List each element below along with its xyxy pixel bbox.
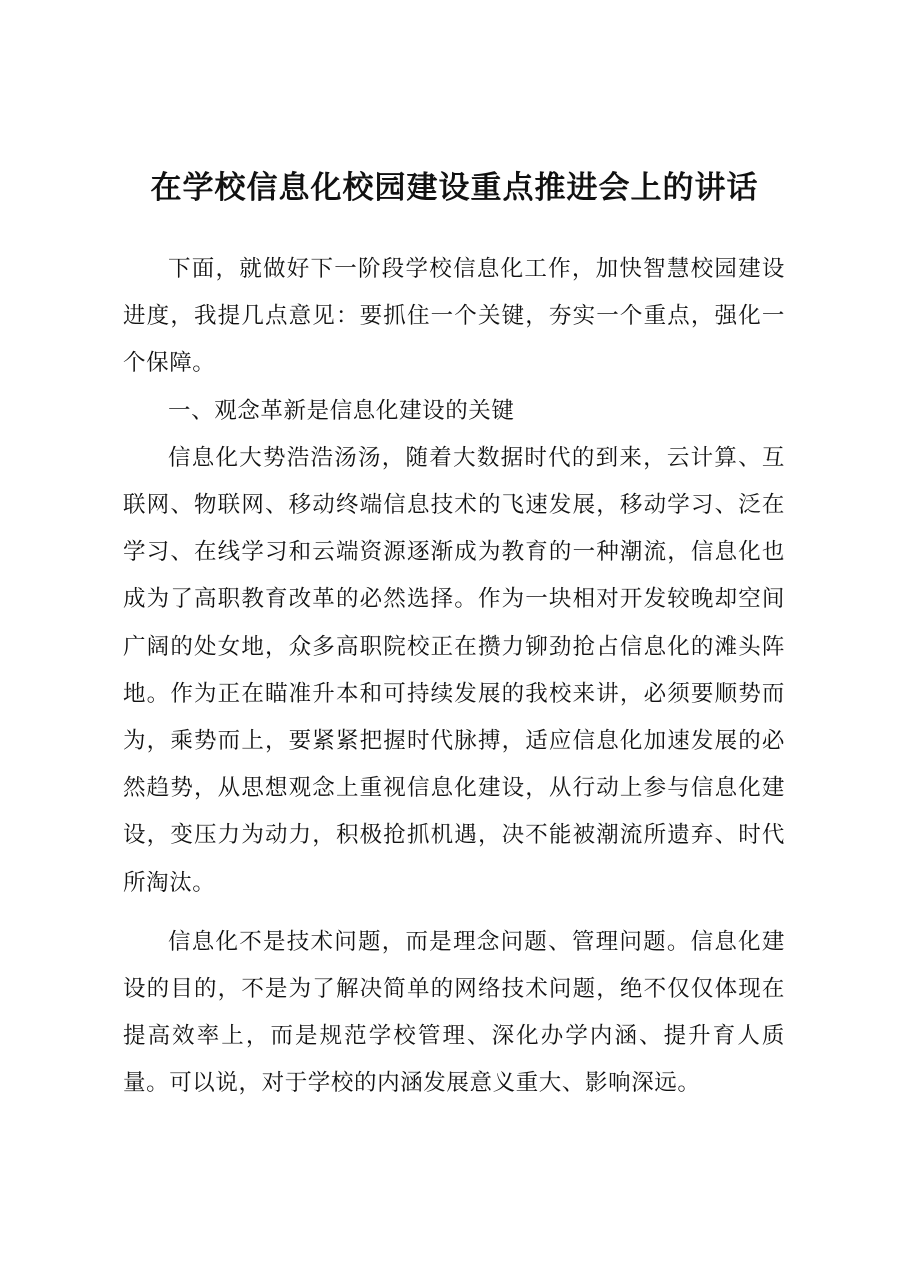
- paragraph-trend: 信息化大势浩浩汤汤，随着大数据时代的到来，云计算、互联网、物联网、移动终端信息技术的飞速发展，移动学习、泛在学习、在线学习和云端资源逐渐成为教育的一种潮流，信息化也成为了高职教育改革的必然选择。作为一块相对开发较晚却空间广阔的处女地，众多高职院校正在攒力铆劲抢占信息化的滩头阵地。作为正在瞄准升本和可持续发展的我校来讲，必须要顺势而为，乘势而上，要紧紧把握时代脉搏，适应信息化加速发展的必然趋势，从思想观念上重视信息化建设，从行动上参与信息化建设，变压力为动力，积极抢抓机遇，决不能被潮流所遗弃、时代所淘汰。: [123, 444, 785, 896]
- document-title: 在学校信息化校园建设重点推进会上的讲话: [150, 170, 759, 206]
- paragraph-intro: 下面，就做好下一阶段学校信息化工作，加快智慧校园建设进度，我提几点意见：要抓住一个关键，夯实一个重点，强化一个保障。: [123, 256, 785, 377]
- document-body: [123, 246, 785, 1108]
- section-heading-1: 一、观念革新是信息化建设的关键: [168, 397, 515, 424]
- paragraph-purpose: 信息化不是技术问题，而是理念问题、管理问题。信息化建设的目的，不是为了解决简单的网络技术问题，绝不仅仅体现在提高效率上，而是规范学校管理、深化办学内涵、提升育人质量。可以说，对于学校的内涵发展意义重大、影响深远。: [123, 928, 785, 1097]
